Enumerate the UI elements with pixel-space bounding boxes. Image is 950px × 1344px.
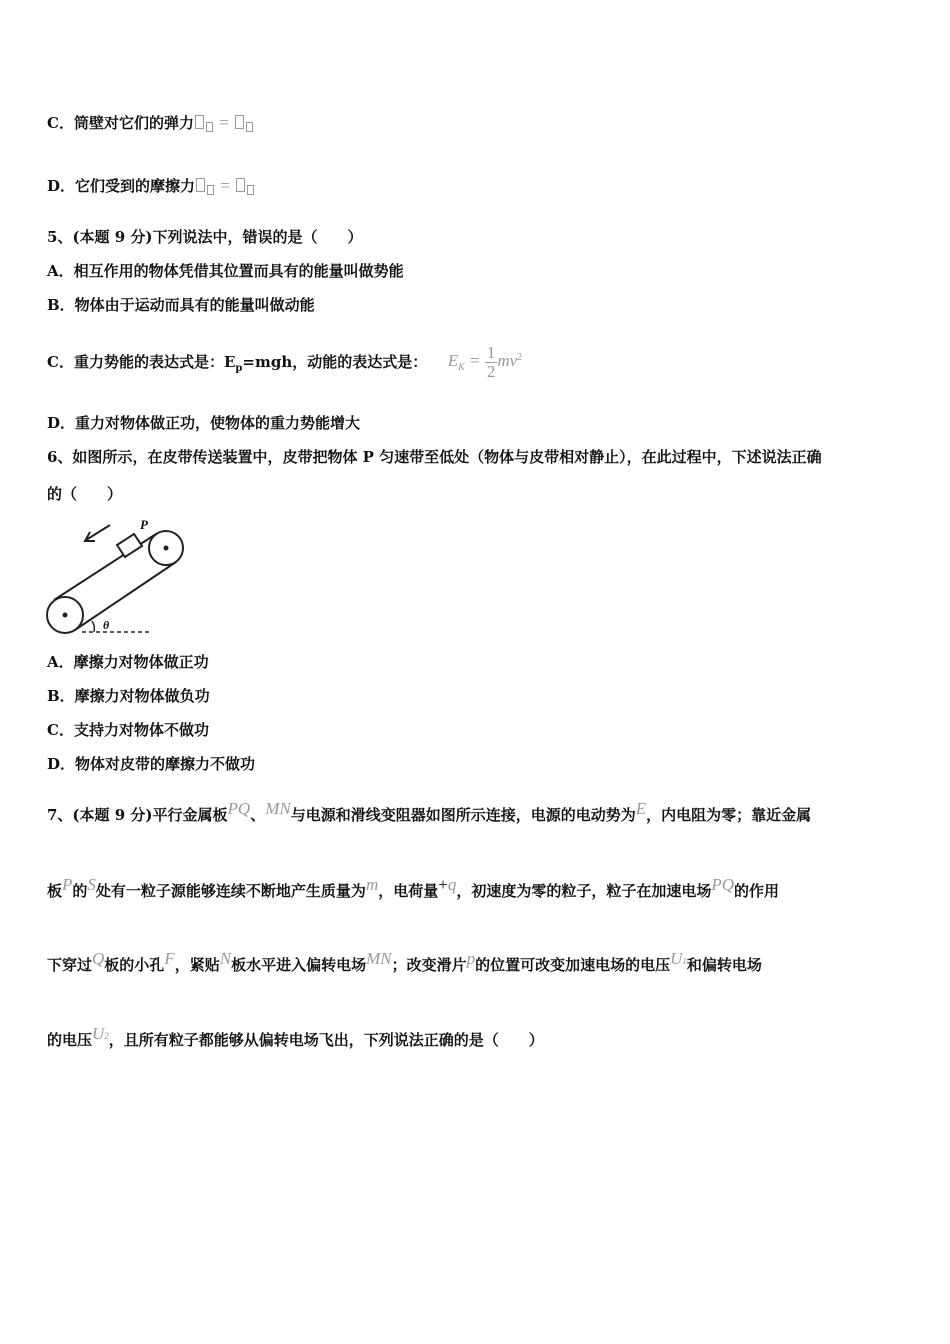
q6-option-a: A．摩擦力对物体做正功 (47, 653, 209, 671)
formula-fraction (485, 344, 498, 381)
lower-pulley-center (63, 613, 68, 618)
q7-text: 7、(本题 9 分)平行金属板 (47, 806, 228, 824)
q6-option-c: C．支持力对物体不做功 (47, 721, 209, 739)
var-u2 (92, 1024, 109, 1043)
charge-plus: + (438, 875, 448, 894)
label-p: P (140, 517, 148, 532)
conveyor-belt-figure (42, 513, 192, 638)
q4-option-c (47, 113, 254, 133)
q5-option-d: D．重力对物体做正功，使物体的重力势能增大 (47, 414, 361, 432)
var-u2-sub: 2 (104, 1031, 109, 1041)
var-s: S (87, 875, 96, 894)
q5-option-a: A．相互作用的物体凭借其位置而具有的能量叫做势能 (47, 262, 404, 280)
q4-d-text: 它们受到的摩擦力 (75, 177, 196, 195)
q7-text: ，电荷量 (378, 882, 439, 900)
q5-stem-text: (本题 9 分)下列说法中，错误的是（ ） (72, 228, 363, 246)
q7-text: ，内电阻为零；靠近金属 (646, 806, 812, 824)
q5-number: 5、 (47, 228, 73, 246)
q7-text: ，初速度为零的粒子，粒子在加速电场 (456, 882, 712, 900)
var-q: q (447, 875, 457, 894)
q6-stem-line1: 6、如图所示，在皮带传送装置中，皮带把物体 P 匀速带至低处（物体与皮带相对静止），在此过程中，下述说法正确 (47, 448, 822, 466)
q5-c-label: C．重力势能的表达式是： (47, 353, 224, 371)
q7-line1 (47, 796, 811, 828)
var-pq: PQ (227, 799, 251, 818)
q7-text: 的 (72, 882, 88, 900)
q6-option-d: D．物体对皮带的摩擦力不做功 (47, 755, 256, 773)
var-pq: PQ (711, 875, 735, 894)
q5-stem (47, 227, 363, 247)
q7-text: ，紧贴 (174, 956, 220, 974)
formula-ek-sub: K (458, 362, 465, 373)
q6-option-b: B．摩擦力对物体做负功 (47, 687, 210, 705)
var-m: m (365, 875, 379, 894)
formula-numerator: 1 (486, 342, 496, 362)
var-u1-base: U (670, 949, 683, 968)
formula-denominator: 2 (486, 361, 496, 381)
missing-glyph-icon (195, 115, 204, 129)
angle-arc (92, 621, 94, 632)
q5-c-ep: E (223, 353, 236, 371)
q5-option-b: B．物体由于运动而具有的能量叫做动能 (47, 296, 315, 314)
belt-lower-line (75, 562, 176, 630)
var-e: E (635, 799, 647, 818)
q7-text: 的电压 (47, 1031, 93, 1049)
var-q-plate: Q (92, 949, 105, 968)
var-f: F (164, 949, 175, 968)
label-theta: θ (103, 618, 110, 632)
q7-text: 板 (47, 882, 63, 900)
formula-exponent: 2 (517, 352, 523, 363)
q7-text: 的位置可改变加速电场的电压 (475, 956, 671, 974)
missing-glyph-icon (236, 178, 245, 192)
var-u2-base: U (92, 1024, 105, 1043)
q7-text: 板的小孔 (104, 956, 165, 974)
q4-d-equals: = (220, 176, 230, 195)
var-p-slider: p (466, 949, 476, 968)
q7-text: ，且所有粒子都能够从偏转电场飞出，下列说法正确的是（ ） (108, 1031, 544, 1049)
missing-glyph-icon (247, 185, 254, 195)
upper-pulley-center (164, 546, 169, 551)
kinetic-energy-formula (448, 338, 522, 388)
missing-glyph-icon (207, 185, 214, 195)
var-mn: MN (366, 949, 392, 968)
q5-c-ep-sub: p (235, 363, 243, 374)
missing-glyph-icon (206, 122, 213, 132)
q6-stem-line2: 的（ ） (47, 485, 123, 503)
q7-line3 (47, 946, 762, 978)
var-n: N (219, 949, 232, 968)
var-mn: MN (265, 799, 291, 818)
formula-mv: mv (497, 351, 518, 370)
q5-c-ep-rest: =mgh，动能的表达式是： (242, 353, 428, 371)
q7-text: ；改变滑片 (391, 956, 467, 974)
missing-glyph-icon (246, 122, 253, 132)
missing-glyph-icon (235, 115, 244, 129)
var-p: P (62, 875, 73, 894)
q5-option-c (47, 338, 522, 389)
formula-equals: = (470, 351, 480, 370)
q7-text: 的作用 (734, 882, 780, 900)
q4-c-equals: = (219, 113, 229, 132)
q7-line4 (47, 1021, 544, 1053)
var-u1-sub: 1 (682, 956, 687, 966)
q7-text: 、 (250, 806, 266, 824)
q4-c-text: 筒壁对它们的弹力 (73, 114, 194, 132)
q7-text: 和偏转电场 (686, 956, 762, 974)
q4-option-d (47, 176, 255, 196)
block-p (117, 534, 142, 557)
q7-text: 处有一粒子源能够连续不断地产生质量为 (95, 882, 366, 900)
missing-glyph-icon (196, 178, 205, 192)
q7-text: 下穿过 (47, 956, 93, 974)
q4-c-label: C． (47, 114, 74, 132)
formula-ek: E (447, 351, 459, 370)
q7-text: 与电源和滑线变阻器如图所示连接，电源的电动势为 (290, 806, 636, 824)
var-u1 (670, 949, 687, 968)
q4-d-label: D． (47, 177, 76, 195)
q7-text: 板水平进入偏转电场 (231, 956, 367, 974)
q7-line2 (47, 872, 779, 904)
